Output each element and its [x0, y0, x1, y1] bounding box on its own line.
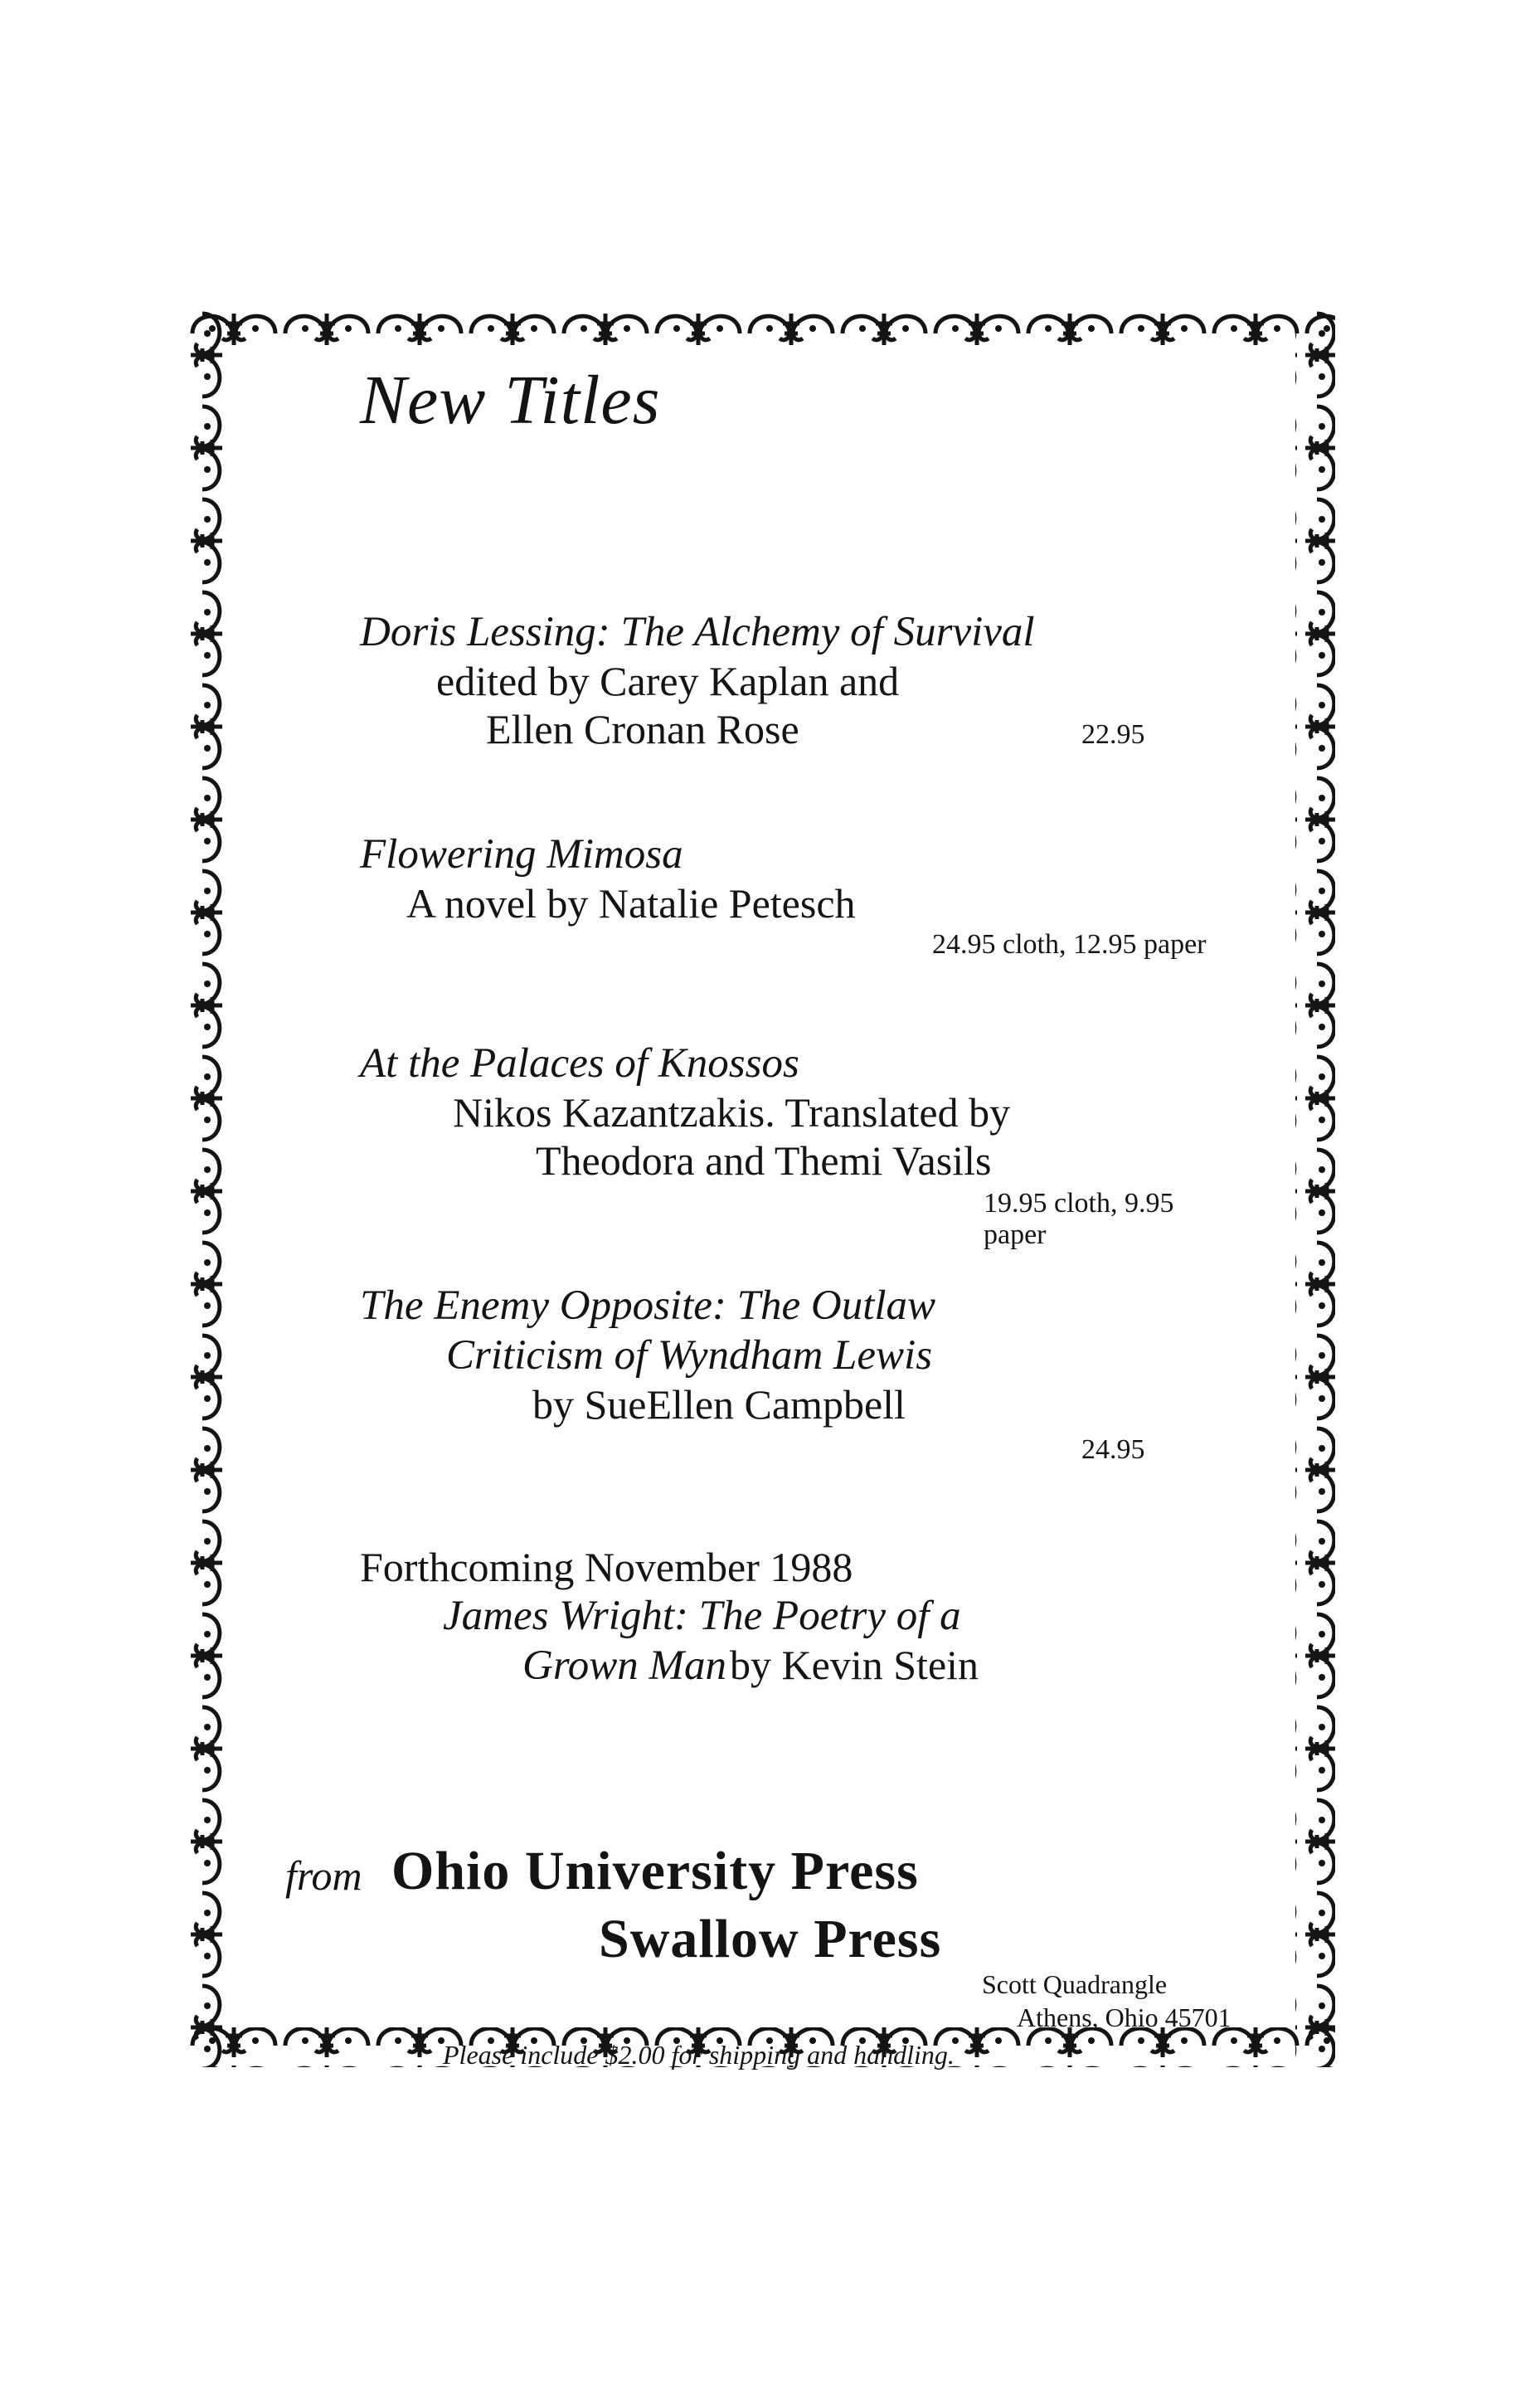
publisher-address: Scott Quadrangle	[982, 1969, 1168, 1999]
page-heading: New Titles	[360, 362, 661, 439]
book-price: 19.95 cloth, 9.95 paper	[984, 1188, 1174, 1250]
book-credit: edited by Carey Kaplan and	[436, 658, 900, 704]
book-credit: A novel by Natalie Petesch	[406, 880, 856, 927]
book-price: 22.95	[1081, 719, 1145, 750]
book-credit: Theodora and Themi Vasils	[536, 1137, 992, 1184]
forthcoming-label: Forthcoming November 1988	[360, 1544, 853, 1590]
publisher-name: Ohio University Press	[391, 1841, 919, 1901]
border-left	[187, 309, 227, 2067]
advertisement-frame	[187, 309, 1335, 2070]
book-entry	[360, 607, 1222, 753]
from-label: from	[285, 1852, 362, 1899]
book-price: 24.95 cloth, 12.95 paper	[932, 929, 1207, 960]
forthcoming-title: James Wright: The Poetry of a	[443, 1593, 961, 1639]
forthcoming-title-continued: Grown Man	[522, 1642, 727, 1689]
book-title-continued: Criticism of Wyndham Lewis	[446, 1332, 933, 1379]
border-right	[1295, 309, 1335, 2067]
book-title: At the Palaces of Knossos	[360, 1040, 799, 1087]
shipping-note: Please include $2.00 for shipping and handling.	[443, 2040, 955, 2070]
border-top	[187, 309, 1335, 348]
book-entry	[360, 830, 1222, 960]
book-title: Flowering Mimosa	[360, 831, 683, 878]
book-title: Doris Lessing: The Alchemy of Survival	[360, 609, 1035, 655]
book-title: The Enemy Opposite: The Outlaw	[360, 1282, 936, 1329]
forthcoming-entry	[360, 1543, 1222, 1701]
publisher-city: Athens, Ohio 45701	[1017, 2002, 1232, 2032]
publisher-imprint: Swallow Press	[599, 1909, 942, 1969]
forthcoming-author: by Kevin Stein	[730, 1642, 979, 1688]
book-entry	[360, 1281, 1222, 1465]
book-credit: by SueEllen Campbell	[532, 1381, 906, 1428]
book-price: 24.95	[1081, 1434, 1145, 1465]
forthcoming-title-line	[360, 1641, 1222, 1701]
book-credit: Nikos Kazantzakis. Translated by	[453, 1089, 1011, 1136]
book-entry	[360, 1039, 1222, 1250]
book-credit: Ellen Cronan Rose	[486, 706, 799, 752]
